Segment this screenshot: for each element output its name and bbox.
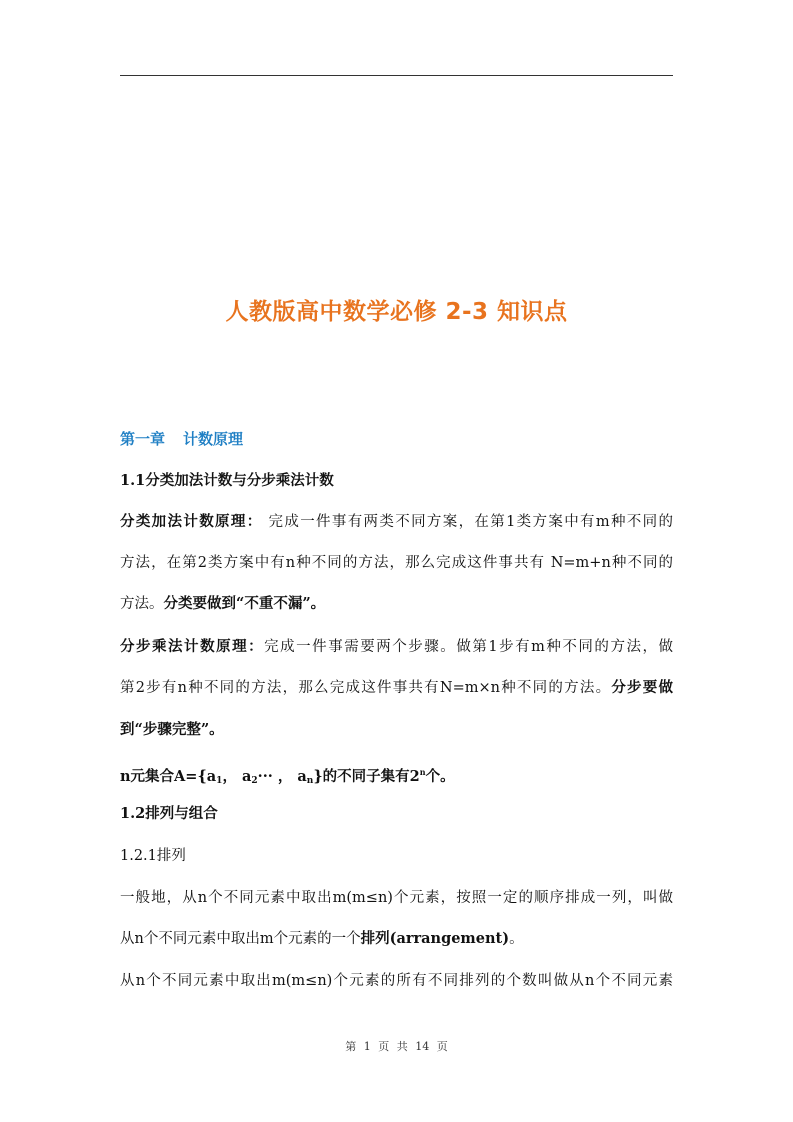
page-footer: 第 1 页 共 14 页 xyxy=(345,1040,448,1053)
mul-principle-emphasis: 分步要做 xyxy=(611,679,674,696)
mul-principle-line-2: 第2步有n种不同的方法，那么完成这件事共有N=m×n种不同的方法。分步要做 xyxy=(120,679,674,696)
chapter-number: 第一章 xyxy=(120,430,166,448)
add-principle-emphasis: 分类要做到“不重不漏”。 xyxy=(163,595,326,612)
mul-principle-line-1: 分步乘法计数原理：完成一件事需要两个步骤。做第1步有m种不同的方法，做 xyxy=(120,638,673,655)
arrangement-count-line-1: 从n个不同元素中取出m(m≤n)个元素的所有不同排列的个数叫做从n个不同元素 xyxy=(120,973,673,989)
subset-fact: n元集合$A=\{a_1$， $a_2\cdot\cdot\cdot$ ， $a_n$}的不同子集有2$^n$个。 xyxy=(120,767,455,786)
header-rule xyxy=(120,75,673,76)
subsection-heading-1-2-1: 1.2.1排列 xyxy=(120,848,186,864)
chapter-heading xyxy=(120,428,243,449)
chapter-name: 计数原理 xyxy=(183,430,244,448)
arrangement-para-line-2: 从n个不同元素中取出m个元素的一个排列(arrangement)。 xyxy=(120,930,524,947)
arrangement-para-line-1: 一般地，从n个不同元素中取出m(m≤n)个元素，按照一定的顺序排成一列，叫做 xyxy=(120,890,673,906)
add-principle-line-3: 方法。分类要做到“不重不漏”。 xyxy=(120,595,326,612)
section-heading-1-1: 1.1分类加法计数与分步乘法计数 xyxy=(120,472,334,489)
add-principle-line-1: 分类加法计数原理： 完成一件事有两类不同方案，在第1类方案中有m种不同的 xyxy=(120,513,673,530)
add-principle-line-2: 方法，在第2类方案中有n种不同的方法，那么完成这件事共有 N=m+n种不同的 xyxy=(120,555,673,571)
document-title: 人教版高中数学必修 2-3 知识点 xyxy=(225,299,568,325)
mul-principle-line-3: 到“步骤完整”。 xyxy=(120,721,224,738)
add-principle-label: 分类加法计数原理： xyxy=(120,513,263,530)
mul-principle-label: 分步乘法计数原理： xyxy=(120,638,265,655)
arrangement-term: 排列(arrangement) xyxy=(360,930,510,947)
section-heading-1-2: 1.2排列与组合 xyxy=(120,805,218,822)
